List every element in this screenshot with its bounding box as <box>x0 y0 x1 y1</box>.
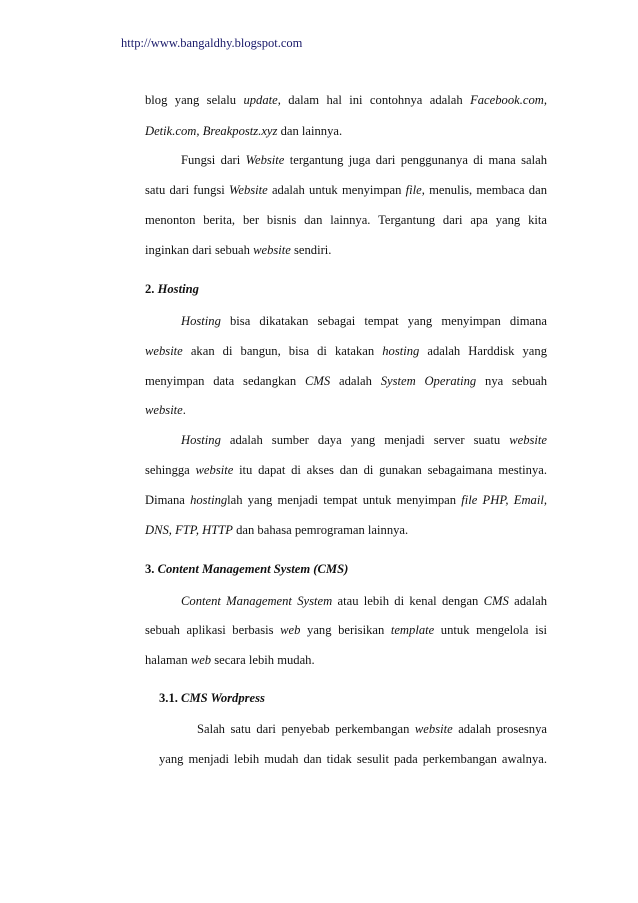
text-run: akan di bangun, bisa di katakan <box>182 344 383 358</box>
section-heading-hosting <box>145 281 199 297</box>
paragraph-line <box>145 92 547 108</box>
italic-text-run: Content Management System (CMS) <box>157 562 349 576</box>
italic-text-run: website <box>509 433 547 447</box>
paragraph-line <box>181 593 547 609</box>
italic-text-run: website <box>145 403 183 417</box>
italic-text-run: System Operating <box>380 374 477 388</box>
italic-text-run: Content Management System <box>181 594 333 608</box>
text-run: dan bahasa pemrograman lainnya. <box>232 523 409 537</box>
text-run: yang berisikan <box>300 623 391 637</box>
paragraph-line <box>145 462 547 478</box>
paragraph-line <box>159 751 547 767</box>
text-run: adalah untuk menyimpan <box>267 183 406 197</box>
text-run: 2. <box>145 282 158 296</box>
italic-text-run: hosting <box>382 344 420 358</box>
italic-text-run: website <box>414 722 453 736</box>
text-run: Salah satu dari penyebab perkembangan <box>197 722 415 736</box>
text-run: adalah <box>508 594 547 608</box>
text-run: sebuah aplikasi berbasis <box>145 623 281 637</box>
text-run: sehingga <box>145 463 196 477</box>
italic-text-run: website <box>253 243 291 257</box>
text-run: yang menjadi lebih mudah dan tidak sesulit pada perkembangan awalnya. <box>159 752 547 766</box>
italic-text-run: update <box>243 93 278 107</box>
paragraph-line <box>181 432 547 448</box>
paragraph-line <box>145 622 547 638</box>
italic-text-run: website <box>195 463 234 477</box>
text-run: tergantung juga dari penggunanya di mana salah <box>284 153 547 167</box>
italic-text-run: web <box>190 653 212 667</box>
paragraph-line <box>145 212 547 228</box>
section-heading-cms <box>145 561 348 577</box>
paragraph-line <box>197 721 547 737</box>
text-run: menyimpan data sedangkan <box>145 374 306 388</box>
paragraph-line <box>145 242 547 258</box>
paragraph-line <box>145 522 547 538</box>
text-run: , menulis, membaca dan <box>421 183 547 197</box>
italic-text-run: Hosting <box>181 433 221 447</box>
paragraph-line <box>145 373 547 389</box>
paragraph-line <box>145 123 547 139</box>
paragraph-line <box>145 343 547 359</box>
text-run: inginkan dari sebuah <box>145 243 254 257</box>
text-run: secara lebih mudah. <box>211 653 315 667</box>
italic-text-run: Website <box>229 183 268 197</box>
italic-text-run: web <box>280 623 301 637</box>
text-run: itu dapat di akses dan di gunakan sebagaimana mestinya. <box>233 463 547 477</box>
paragraph-line <box>145 492 547 508</box>
text-run: Fungsi dari <box>181 153 246 167</box>
paragraph-line <box>181 152 547 168</box>
italic-text-run: CMS Wordpress <box>181 691 265 705</box>
text-run: nya sebuah <box>476 374 547 388</box>
text-run: 3.1. <box>159 691 182 705</box>
text-run: blog yang selalu <box>145 93 244 107</box>
italic-text-run: Facebook.com, <box>470 93 547 107</box>
text-run: halaman <box>145 653 191 667</box>
text-run: adalah Harddisk yang <box>419 344 547 358</box>
header-url: http://www.bangaldhy.blogspot.com <box>121 36 303 50</box>
italic-text-run: DNS, FTP, HTTP <box>145 523 233 537</box>
text-run: sendiri. <box>290 243 332 257</box>
text-run: Dimana <box>145 493 191 507</box>
text-run: untuk mengelola isi <box>434 623 547 637</box>
paragraph-line <box>145 652 547 668</box>
text-run: atau lebih di kenal dengan <box>332 594 484 608</box>
italic-text-run: hosting <box>190 493 228 507</box>
italic-text-run: file PHP, Email, <box>461 493 547 507</box>
text-run: . <box>182 403 186 417</box>
italic-text-run: CMS <box>483 594 509 608</box>
italic-text-run: Website <box>245 153 285 167</box>
text-run: menonton berita, ber bisnis dan lainnya. Tergantung dari apa yang kita <box>145 213 547 227</box>
subsection-heading-cms-wordpress <box>159 690 265 706</box>
italic-text-run: Detik.com, Breakpostz.xyz <box>145 124 278 138</box>
paragraph-line <box>145 402 547 418</box>
italic-text-run: Hosting <box>157 282 199 296</box>
italic-text-run: CMS <box>305 374 331 388</box>
text-run: adalah sumber daya yang menjadi server suatu <box>220 433 510 447</box>
text-run: 3. <box>145 562 158 576</box>
text-run: dan lainnya. <box>277 124 343 138</box>
italic-text-run: website <box>145 344 183 358</box>
italic-text-run: template <box>390 623 435 637</box>
italic-text-run: Hosting <box>181 314 221 328</box>
text-run: satu dari fungsi <box>145 183 230 197</box>
paragraph-line <box>181 313 547 329</box>
text-run: bisa dikatakan sebagai tempat yang menyimpan dimana <box>220 314 547 328</box>
italic-text-run: file <box>405 183 422 197</box>
text-run: , dalam hal ini contohnya adalah <box>277 93 471 107</box>
paragraph-line <box>145 182 547 198</box>
text-run: adalah <box>330 374 381 388</box>
text-run: lah yang menjadi tempat untuk menyimpan <box>227 493 462 507</box>
text-run: adalah prosesnya <box>452 722 547 736</box>
